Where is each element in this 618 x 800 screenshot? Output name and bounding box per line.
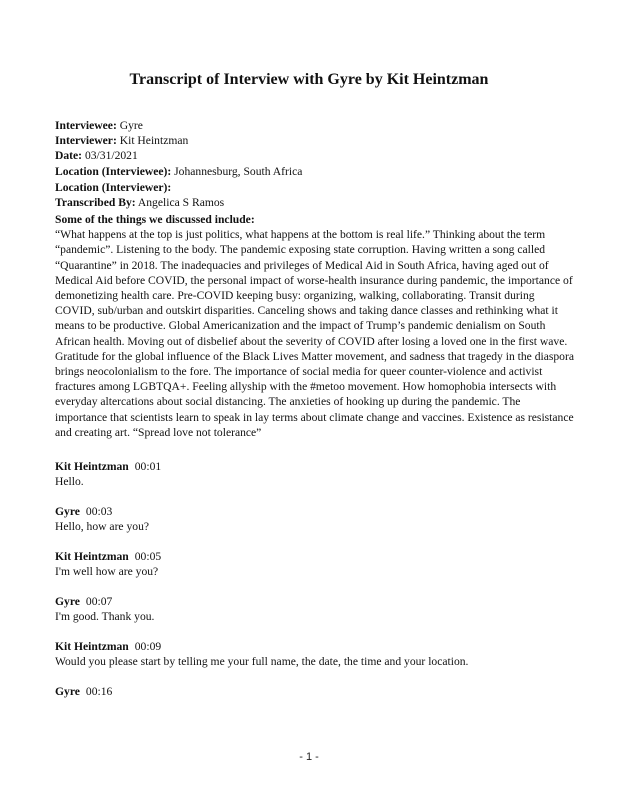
utterance: Hello.	[55, 475, 84, 489]
transcript-turn	[55, 684, 575, 699]
meta-label: Location (Interviewee):	[55, 164, 172, 178]
meta-label: Transcribed By:	[55, 196, 136, 210]
utterance: Hello, how are you?	[55, 520, 150, 534]
meta-value: Angelica S Ramos	[137, 196, 225, 210]
speaker-name: Gyre	[55, 504, 80, 518]
discussion-summary	[55, 212, 575, 440]
meta-label: Interviewer:	[55, 134, 117, 148]
meta-label: Date:	[55, 149, 83, 163]
speaker-name: Gyre	[55, 594, 80, 608]
speaker-name: Gyre	[55, 684, 80, 698]
interview-metadata	[55, 118, 575, 210]
timestamp: 00:05	[134, 549, 162, 563]
timestamp: 00:03	[85, 504, 113, 518]
meta-transcribed-by	[55, 195, 575, 210]
meta-label: Location (Interviewer):	[55, 180, 172, 194]
meta-value: Kit Heintzman	[119, 134, 189, 148]
page-number: - 1 -	[299, 751, 319, 763]
utterance: Would you please start by telling me your full name, the date, the time and your location.	[55, 654, 469, 668]
meta-interviewer	[55, 133, 575, 148]
speaker-name: Kit Heintzman	[55, 549, 129, 563]
transcript-turn	[55, 594, 575, 624]
meta-label: Interviewee:	[55, 119, 117, 132]
transcript	[55, 459, 575, 713]
timestamp: 00:01	[134, 460, 162, 473]
utterance: I'm well how are you?	[55, 565, 159, 579]
timestamp: 00:09	[134, 639, 162, 653]
document-title: Transcript of Interview with Gyre by Kit Heintzman	[129, 71, 489, 88]
summary-text: “What happens at the top is just politics, what happens at the bottom is real life.” Thinking about the term “pandemic”. Listening to the body. The pandemic exposing state corruption. Having written a song called “Quarantine” in 2018. The inadequacies and privileges of Medical Aid in South Africa, having aged out of Medical Aid before COVID, the personal impact of worse-health insurance during pandemic, the importance of demonetizing health care. Pre-COVID keeping busy: organizing, walking, collaborating. Transit during COVID, sub/urban and outskirt disparities. Canceling shows and taking dance classes and rethinking what it means to be productive. Global Americanization and the impact of Trump’s pandemic denialism on South African health. Moving out of disbelief about the severity of COVID after losing a loved one in the first wave. Gratitude for the global influence of the Black Lives Matter movement, and sadness that tragedy in the diaspora brings neocolonialism to the fore. The importance of social media for queer counter-violence and activist fractures among LGBTQA+. Feeling allyship with the #metoo movement. How homophobia intersects with everyday altercations about social distancing. The anxieties of hooking up during the pandemic. The importance that scientists learn to speak in lay terms about climate change and vaccines. Existence as resistance and creating art. “Spread love not tolerance”	[55, 228, 574, 439]
meta-interviewee	[55, 118, 575, 133]
meta-date	[55, 148, 575, 163]
summary-heading: Some of the things we discussed include:	[55, 213, 255, 226]
meta-location-interviewee	[55, 164, 575, 179]
meta-value: 03/31/2021	[84, 149, 138, 163]
speaker-name: Kit Heintzman	[55, 460, 129, 473]
transcript-turn	[55, 459, 575, 489]
meta-value: Johannesburg, South Africa	[174, 164, 303, 178]
timestamp: 00:16	[85, 684, 113, 698]
timestamp: 00:07	[85, 594, 113, 608]
transcript-turn	[55, 504, 575, 534]
speaker-name: Kit Heintzman	[55, 639, 129, 653]
meta-value: Gyre	[119, 119, 143, 132]
utterance: I'm good. Thank you.	[55, 609, 155, 623]
meta-location-interviewer	[55, 180, 575, 195]
transcript-turn	[55, 639, 575, 669]
transcript-turn	[55, 549, 575, 579]
